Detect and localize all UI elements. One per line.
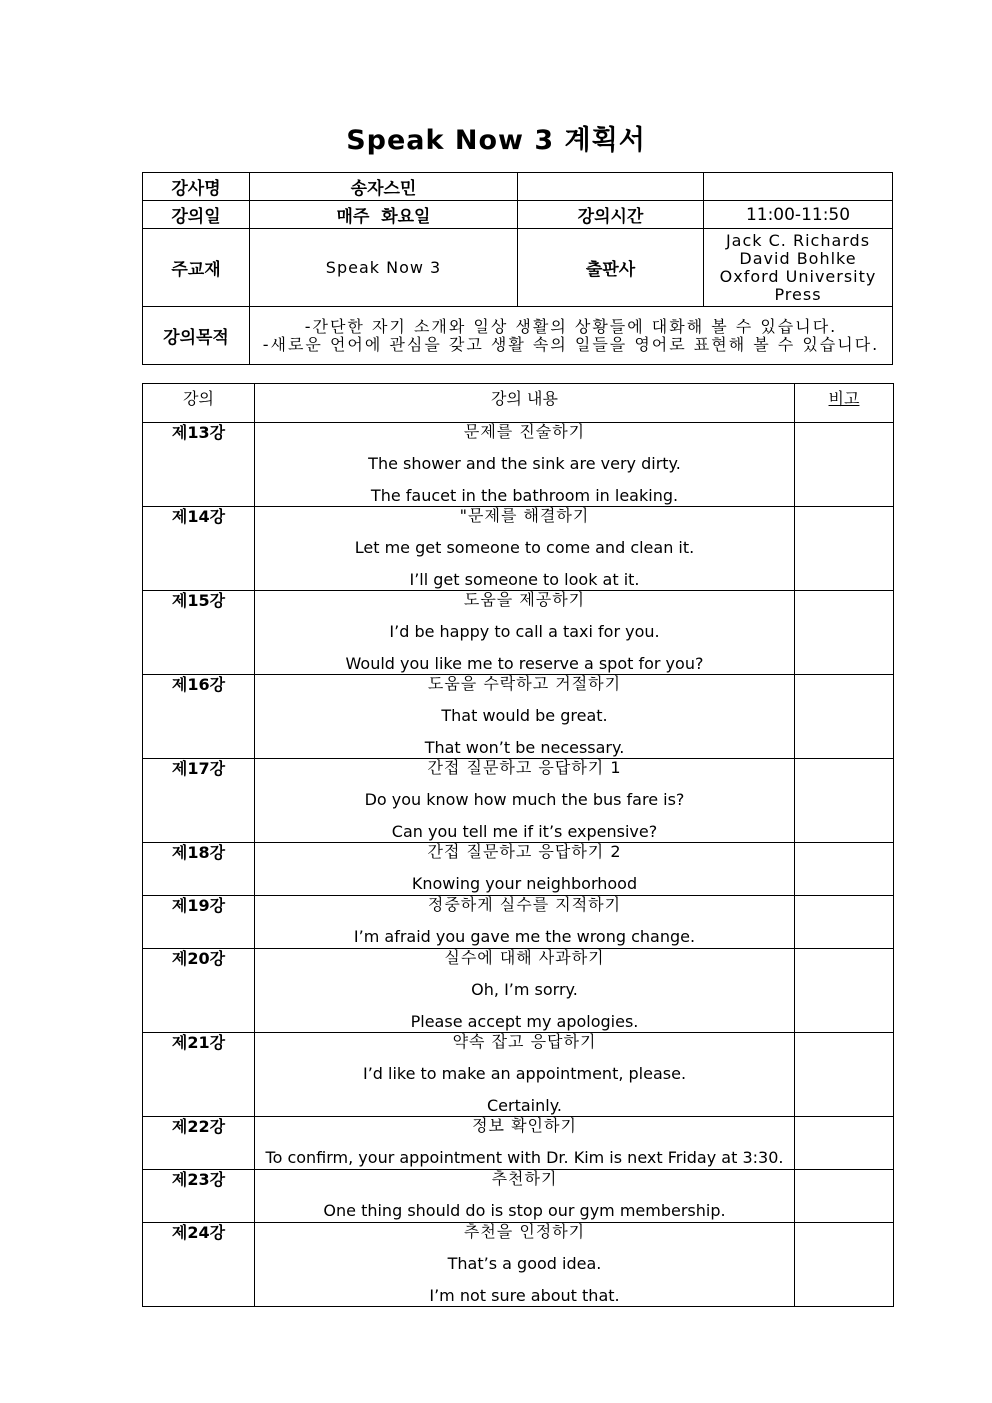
line-gap	[255, 1273, 794, 1287]
remarks-cell	[795, 1223, 894, 1307]
lecture-content	[255, 896, 795, 949]
remarks-cell	[795, 1033, 894, 1117]
lecture-number: 제21강	[143, 1033, 255, 1117]
table-row	[143, 675, 894, 759]
course-goal-line: -새로운 언어에 관심을 갖고 생활 속의 일들을 영어로 표현해 볼 수 있습니다.	[262, 334, 880, 354]
lecture-content	[255, 507, 795, 591]
lecture-number: 제22강	[143, 1117, 255, 1170]
example-sentence: One thing should do is stop our gym membership.	[323, 1201, 726, 1220]
remarks-cell	[795, 507, 894, 591]
lecture-topic: 실수에 대해 사과하기	[444, 948, 605, 967]
example-sentence: The shower and the sink are very dirty.	[368, 454, 681, 473]
lecture-day-value: 매주 화요일	[250, 201, 518, 229]
publisher-line: Press	[774, 284, 822, 304]
course-goal-label: 강의목적	[143, 307, 250, 365]
remarks-cell	[795, 1170, 894, 1223]
remarks-cell	[795, 1117, 894, 1170]
example-sentence: Do you know how much the bus fare is?	[364, 790, 685, 809]
lecture-schedule-table	[142, 383, 894, 1307]
line-gap	[255, 1135, 794, 1149]
empty-cell	[518, 173, 704, 201]
example-sentence: I’m not sure about that.	[429, 1286, 620, 1305]
lecture-number: 제17강	[143, 759, 255, 843]
lecture-time-label: 강의시간	[518, 201, 704, 229]
lecture-day-label: 강의일	[143, 201, 250, 229]
example-sentence: Can you tell me if it’s expensive?	[391, 822, 658, 841]
lecture-content	[255, 1170, 795, 1223]
example-sentence: That’s a good idea.	[447, 1254, 602, 1273]
example-sentence: To confirm, your appointment with Dr. Kim is next Friday at 3:30.	[265, 1148, 784, 1167]
lecture-content	[255, 759, 795, 843]
lecture-number: 제13강	[143, 423, 255, 507]
line-gap	[255, 914, 794, 928]
textbook-label: 주교재	[143, 229, 250, 307]
lecture-topic: 추천을 인정하기	[463, 1222, 586, 1241]
publisher-label: 출판사	[518, 229, 704, 307]
page-title: Speak Now 3 계획서	[346, 125, 646, 156]
line-gap	[255, 777, 794, 791]
content-column-header: 강의 내용	[255, 384, 795, 423]
lecture-time-value: 11:00-11:50	[704, 201, 893, 229]
example-sentence: I’ll get someone to look at it.	[409, 570, 640, 589]
table-row	[143, 896, 894, 949]
lecture-content	[255, 1223, 795, 1307]
line-gap	[255, 1188, 794, 1202]
publisher-line: David Bohlke	[739, 248, 857, 268]
instructor-value: 송자스민	[250, 173, 518, 201]
lecture-topic: 문제를 진술하기	[463, 422, 586, 441]
line-gap	[255, 1051, 794, 1065]
lecture-number: 제20강	[143, 949, 255, 1033]
lecture-topic: 간접 질문하고 응답하기 1	[427, 758, 622, 777]
table-row	[143, 507, 894, 591]
table-row	[143, 1223, 894, 1307]
lecture-topic: 간접 질문하고 응답하기 2	[427, 842, 622, 861]
lecture-number: 제18강	[143, 843, 255, 896]
lecture-topic: 추천하기	[491, 1169, 558, 1188]
example-sentence: I’d like to make an appointment, please.	[362, 1064, 687, 1083]
publisher-value	[704, 229, 893, 307]
example-sentence: Let me get someone to come and clean it.	[354, 538, 695, 557]
course-info-table	[142, 172, 893, 365]
example-sentence: I’m afraid you gave me the wrong change.	[353, 927, 696, 946]
line-gap	[255, 967, 794, 981]
remarks-cell	[795, 423, 894, 507]
remarks-cell	[795, 759, 894, 843]
textbook-value: Speak Now 3	[250, 229, 518, 307]
table-row	[143, 949, 894, 1033]
instructor-label: 강사명	[143, 173, 250, 201]
lecture-topic: 도움을 수락하고 거절하기	[427, 674, 622, 693]
table-row	[143, 1170, 894, 1223]
lecture-content	[255, 843, 795, 896]
line-gap	[255, 1241, 794, 1255]
remarks-column-header: 비고	[795, 384, 894, 423]
lecture-rows	[143, 423, 894, 1307]
lecture-column-header: 강의	[143, 384, 255, 423]
course-goal-line: -간단한 자기 소개와 일상 생활의 상황들에 대화해 볼 수 있습니다.	[304, 316, 838, 336]
lecture-content	[255, 1033, 795, 1117]
lecture-topic: 도움을 제공하기	[463, 590, 586, 609]
line-gap	[255, 641, 794, 655]
table-row	[143, 1117, 894, 1170]
lecture-topic: "문제를 해결하기	[459, 506, 590, 525]
lecture-content	[255, 1117, 795, 1170]
example-sentence: Please accept my apologies.	[410, 1012, 639, 1031]
remarks-cell	[795, 949, 894, 1033]
lecture-topic: 정보 확인하기	[472, 1116, 577, 1135]
course-goal-value	[250, 307, 893, 365]
example-sentence: I’d be happy to call a taxi for you.	[389, 622, 660, 641]
table-row	[143, 591, 894, 675]
lecture-content	[255, 423, 795, 507]
line-gap	[255, 999, 794, 1013]
line-gap	[255, 693, 794, 707]
lecture-number: 제15강	[143, 591, 255, 675]
line-gap	[255, 1083, 794, 1097]
publisher-line: Oxford University	[719, 266, 877, 286]
line-gap	[255, 861, 794, 875]
lecture-topic: 정중하게 실수를 지적하기	[427, 895, 622, 914]
publisher-line: Jack C. Richards	[725, 230, 871, 250]
example-sentence: Oh, I’m sorry.	[471, 980, 578, 999]
line-gap	[255, 809, 794, 823]
line-gap	[255, 557, 794, 571]
remarks-cell	[795, 843, 894, 896]
lecture-number: 제19강	[143, 896, 255, 949]
lecture-content	[255, 949, 795, 1033]
table-row	[143, 423, 894, 507]
table-row	[143, 759, 894, 843]
example-sentence: That won’t be necessary.	[424, 738, 625, 757]
table-row	[143, 1033, 894, 1117]
lecture-topic: 약속 잡고 응답하기	[452, 1032, 597, 1051]
example-sentence: Would you like me to reserve a spot for you?	[345, 654, 704, 673]
example-sentence: That would be great.	[441, 706, 608, 725]
example-sentence: Knowing your neighborhood	[411, 874, 638, 893]
line-gap	[255, 441, 794, 455]
remarks-cell	[795, 675, 894, 759]
lecture-number: 제24강	[143, 1223, 255, 1307]
example-sentence: The faucet in the bathroom in leaking.	[370, 486, 679, 505]
remarks-cell	[795, 591, 894, 675]
line-gap	[255, 609, 794, 623]
remarks-cell	[795, 896, 894, 949]
lecture-content	[255, 591, 795, 675]
lecture-content	[255, 675, 795, 759]
line-gap	[255, 473, 794, 487]
empty-cell	[704, 173, 893, 201]
example-sentence: Certainly.	[487, 1096, 562, 1115]
line-gap	[255, 725, 794, 739]
line-gap	[255, 525, 794, 539]
table-row	[143, 843, 894, 896]
lecture-number: 제23강	[143, 1170, 255, 1223]
lecture-number: 제16강	[143, 675, 255, 759]
lecture-number: 제14강	[143, 507, 255, 591]
